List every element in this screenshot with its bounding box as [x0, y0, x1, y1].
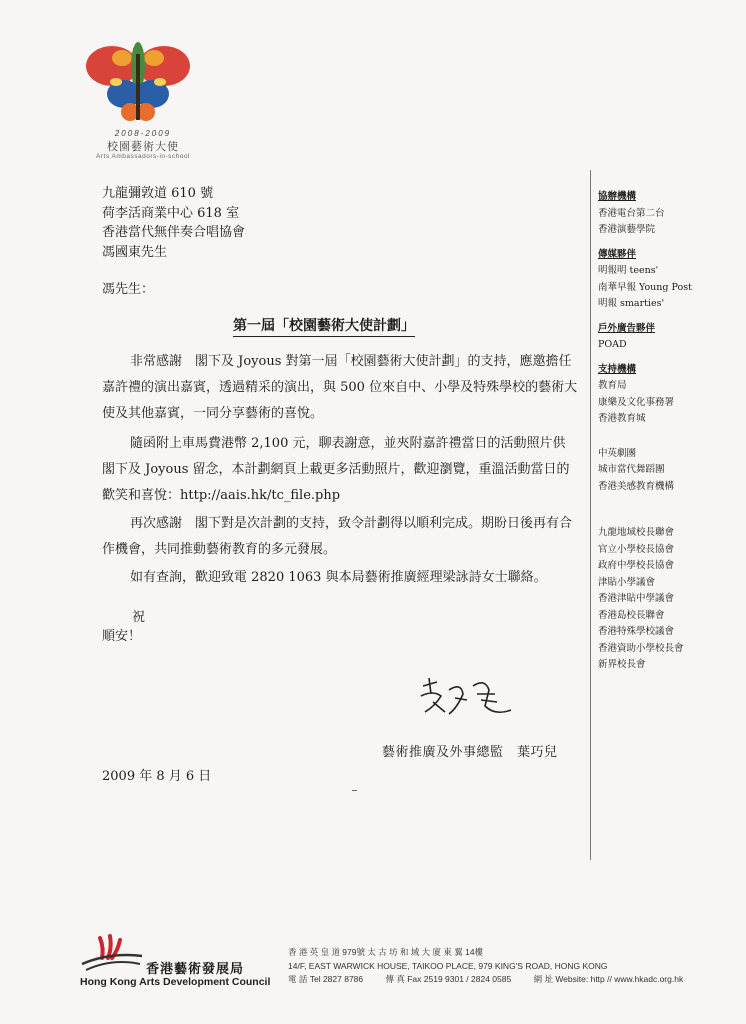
body-paragraph: 如有查詢，歡迎致電 2820 1063 與本局藝術推廣經理梁詠詩女士聯絡。	[130, 570, 547, 585]
sidebar-item: 香港資助小學校長會	[598, 642, 684, 654]
sidebar-group	[598, 446, 738, 496]
footer-org-english: Hong Kong Arts Development Council	[80, 976, 271, 988]
sidebar-heading: 協辦機構	[598, 191, 637, 202]
sidebar-item: 明報明 teens'	[598, 265, 659, 276]
sidebar-item: 香港島校長聯會	[598, 609, 665, 621]
closing-line: 祝	[132, 610, 146, 625]
sidebar-item: 香港教育城	[598, 413, 646, 424]
body-paragraph: 非常感謝 閣下及 Joyous 對第一屆「校園藝術大使計劃」的支持，應邀擔任嘉許禮的演出嘉賓，透過精采的演出，與 500 位來自中、小學及特殊學校的藝術大使及其他嘉賓，一同分享藝術的喜悅。	[102, 354, 578, 421]
recipient-address	[102, 184, 245, 262]
sidebar-group	[598, 189, 738, 239]
letter-title: 第一屆「校園藝術大使計劃」	[233, 315, 415, 337]
arts-ambassadors-logo	[78, 34, 198, 164]
footer-org-chinese: 香港藝術發展局	[146, 962, 245, 977]
sidebar-item: 香港電台第二台	[598, 207, 665, 219]
sidebar-group	[598, 525, 738, 674]
address-line: 九龍彌敦道 610 號	[102, 186, 214, 201]
sidebar-item: 香港演藝學院	[598, 224, 656, 235]
sidebar-item: 香港特殊學校議會	[598, 626, 675, 637]
sidebar-group	[598, 321, 738, 354]
address-line: 香港當代無伴奏合唱協會	[102, 225, 246, 240]
salutation: 馮先生：	[102, 282, 155, 297]
sidebar-group	[598, 362, 738, 428]
footer-fax: 傳 真 Fax 2519 9301 / 2824 0585	[385, 974, 512, 984]
address-line: 馮國東先生	[102, 244, 168, 260]
sidebar-item: 九龍地域校長聯會	[598, 527, 675, 538]
logo-name-chinese: 校園藝術大使	[107, 140, 179, 153]
sidebar-item: 康樂及文化事務署	[598, 396, 675, 408]
handwritten-signature	[415, 672, 525, 722]
sidebar-heading: 傳媒夥伴	[598, 248, 637, 260]
logo-years: 2008-2009	[114, 129, 172, 138]
sidebar-item: 明報 smarties'	[598, 298, 665, 309]
sidebar-divider	[590, 170, 591, 860]
sidebar-item: 香港美感教育機構	[598, 480, 675, 492]
sponsor-sidebar	[598, 189, 738, 682]
footer-address-english: 14/F, EAST WARWICK HOUSE, TAIKOO PLACE, 979 KING'S ROAD, HONG KONG	[288, 960, 608, 971]
sidebar-item: POAD	[598, 339, 627, 350]
footer-address-chinese: 香 港 英 皇 道 979號 太 古 坊 和 域 大 廈 東 翼 14樓	[288, 947, 484, 957]
footer-website[interactable]: 網 址 Website: http // www.hkadc.org.hk	[533, 974, 684, 984]
logo-name-english: Arts Ambassadors-in-school	[96, 153, 190, 160]
sidebar-heading: 支持機構	[598, 363, 637, 375]
hkadc-logo-icon	[80, 934, 144, 976]
sidebar-group	[598, 247, 738, 313]
sidebar-item: 教育局	[598, 380, 627, 391]
closing-line: 順安！	[102, 629, 142, 644]
sidebar-item: 新界校長會	[598, 659, 646, 670]
sidebar-item: 香港津貼中學議會	[598, 593, 675, 604]
sidebar-heading: 戶外廣告夥伴	[598, 322, 656, 334]
sidebar-item: 官立小學校長協會	[598, 543, 675, 555]
sidebar-item: 城市當代舞蹈團	[598, 464, 665, 475]
letter-date: 2009 年 8 月 6 日	[102, 769, 212, 784]
sidebar-item: 中英劇團	[598, 447, 637, 459]
sidebar-item: 津貼小學議會	[598, 576, 656, 588]
footer-contact	[288, 946, 683, 987]
stray-mark	[352, 790, 357, 791]
footer-contact-line	[288, 973, 683, 987]
body-paragraph: 隨函附上車馬費港幣 2,100 元，聊表謝意，並夾附嘉許禮當日的活動照片供 閣下及 Joyous 留念，本計劃網頁上載更多活動照片，歡迎瀏覽，重溫活動當日的歡笑和喜悅：http://aais.hk/tc_file.php	[102, 436, 579, 503]
sidebar-item: 政府中學校長協會	[598, 560, 675, 571]
footer-tel: 電 話 Tel 2827 8786	[288, 974, 364, 984]
body-paragraph: 再次感謝 閣下對是次計劃的支持，致令計劃得以順利完成。期盼日後再有合作機會，共同推動藝術教育的多元發展。	[102, 516, 573, 557]
sidebar-item: 南華早報 Young Post	[598, 281, 692, 293]
signer-name: 藝術推廣及外事總監 葉巧兒	[382, 745, 558, 760]
address-line: 荷李活商業中心 618 室	[102, 205, 240, 221]
butterfly-logo-icon	[82, 36, 194, 130]
